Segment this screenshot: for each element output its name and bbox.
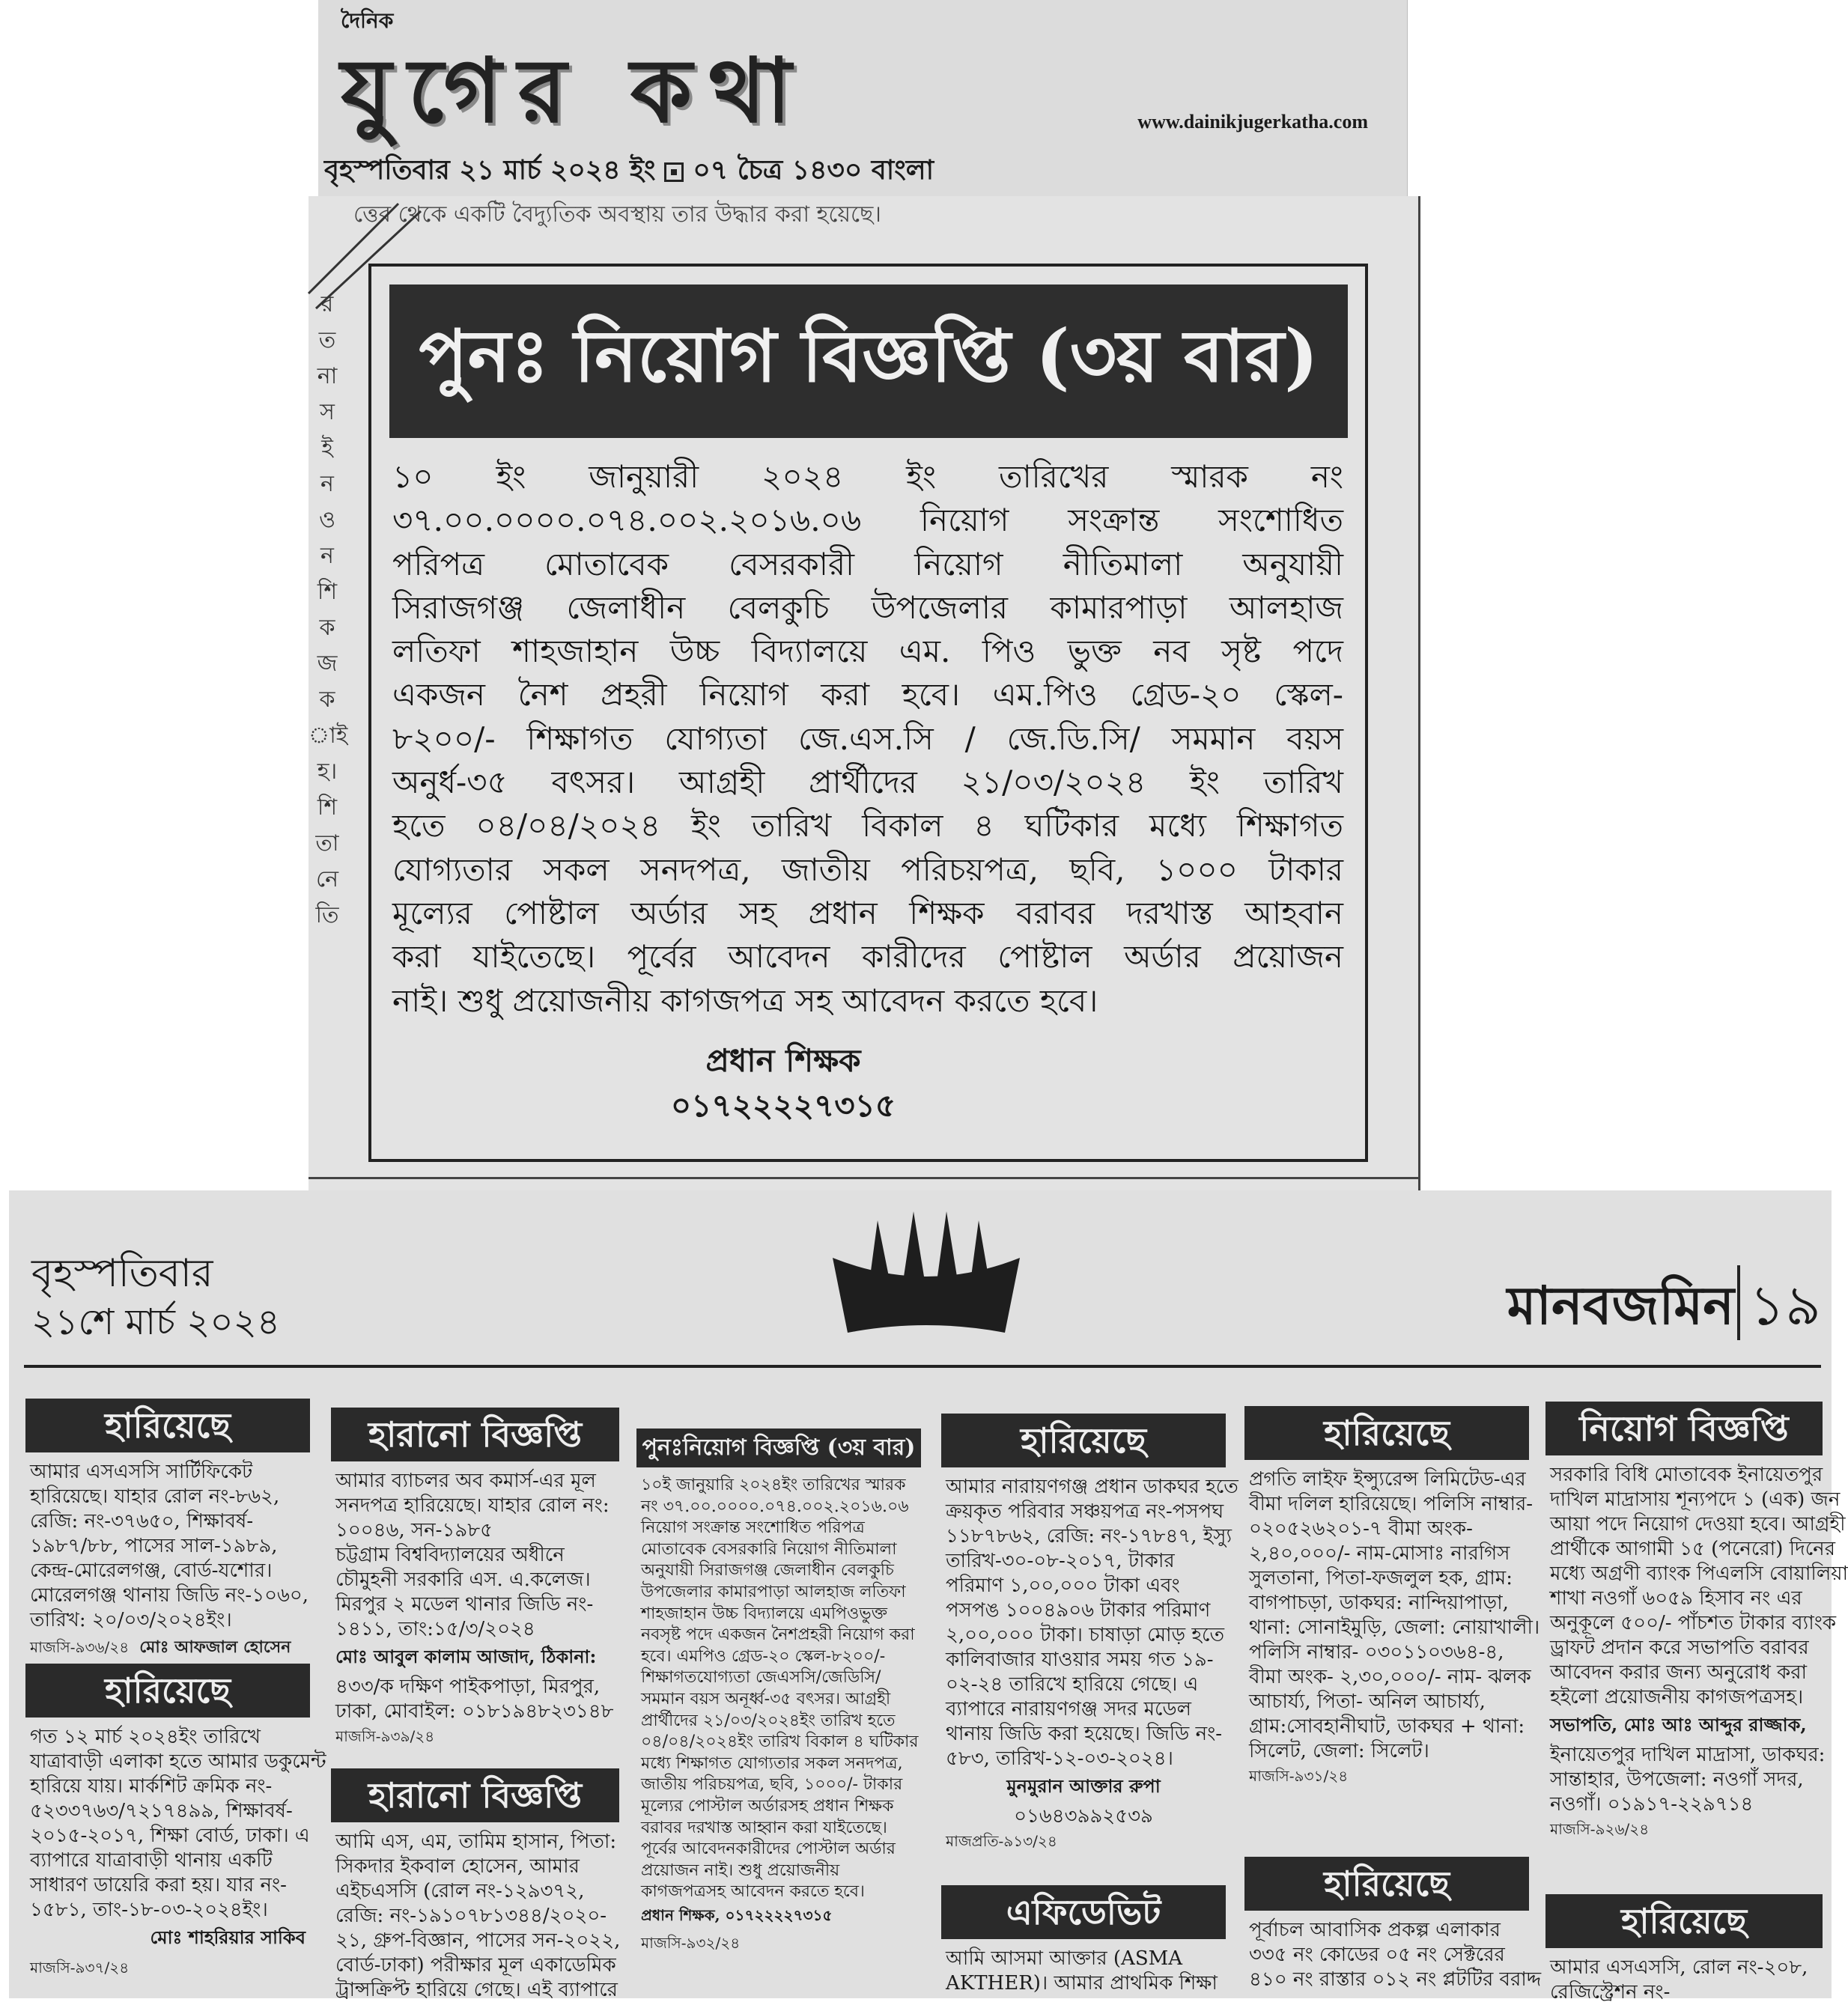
ad-signature: সভাপতি, মোঃ আঃ আব্দুর রাজ্জাক, [1550,1714,1807,1735]
fragment-char: ও [318,507,336,533]
ad-line: পূর্বের আবেদনকারীদের পোস্টাল অর্ডার [641,1840,896,1859]
ad-heading: হারিয়েছে [1244,1857,1529,1911]
notice-line: সিরাজগঞ্জ জেলাধীন বেলকুচি উপজেলার কামারপাড়া আলহাজ [392,588,1343,626]
page-date: ২১শে মার্চ ২০২৪ [31,1301,280,1343]
ad-line: মধ্যে অগ্রণী ব্যাংক পিএলসি বোয়ালিয়া [1550,1563,1848,1585]
masthead-title: যুগের কথা [341,38,808,142]
ad-line: সরকারি বিধি মোতাবেক ইনায়েতপুর [1550,1464,1823,1486]
ad-line: আবেদন করার জন্য অনুরোধ করা [1550,1661,1808,1684]
ad-line: সিকদার ইকবাল হোসেন, আমার [335,1855,580,1878]
classified-ad-lost-ssc [25,1399,310,1657]
ad-line: হারিয়েছে। যাহার রোল নং-৮৬২, [30,1485,280,1508]
notice-page [308,196,1420,1190]
ad-line: ২০১৫-২০১৭, শিক্ষা বোর্ড, ঢাকা। এ [30,1825,310,1847]
fragment-char: নে [315,866,339,892]
ad-line: কেন্দ্র-মোরেলগঞ্জ, বোর্ড-যশোর। [30,1560,273,1582]
pen-nib-crown-icon [818,1205,1035,1348]
ad-line: পসপঙ ১০০৪৯০৬ টাকার পরিমাণ [946,1599,1211,1622]
ad-line: ১৪১১, তাং:১৫/৩/২০২৪ [335,1618,535,1640]
classified-ad-lost-documents [25,1664,326,1998]
ad-line: আমি এস, এম, তামিম হাসান, পিতা: [335,1831,617,1853]
page-number: ১৯ [1748,1274,1821,1338]
ad-line: নওগাঁ। ০১৯১৭-২২৯৭১৪ [1550,1793,1754,1816]
notice-body [392,455,1343,1023]
ad-line: কালিবাজার যাওয়ার সময় গত ১৯- [946,1649,1214,1671]
ad-line: বোর্ড-ঢাকা) পরীক্ষার মূল একাডেমিক [335,1954,616,1977]
ad-code: মাজসি-৯৩২/২৪ [641,1933,741,1952]
notice-line: মূল্যের পোষ্টাল অর্ডার সহ প্রধান শিক্ষক বরাবর দরখাস্ত আহবান [392,894,1343,931]
fragment-char: র [320,291,334,317]
ad-line: অনুকূলে ৫০০/- পাঁচশত টাকার ব্যাংক [1550,1612,1837,1634]
ad-line: ১১৮৭৮৬২, রেজি: নং-১৭৮৪৭, ইস্যু [946,1525,1232,1548]
ad-code: মাজসি-৯২৬/২৪ [1550,1820,1650,1838]
ad-address [1545,1743,1826,1817]
masthead-date-line [324,150,934,195]
ad-code: মাজসি-৯৩৭/২৪ [30,1959,130,1977]
classified-ad-affidavit [941,1885,1226,1998]
fragment-char: জ [317,651,338,677]
ad-heading: এফিডেভিট [941,1885,1226,1939]
notice-line: ৮২০০/- শিক্ষাগত যোগ্যতা জে.এস.সি / জে.ডি.সি/ সমমান বয়স [392,719,1343,757]
ad-line: ৫২৩৩৭৬৩/৭২১৭৪৯৯, শিক্ষাবর্ষ- [30,1800,293,1822]
ad-line: হবে। এমপিও গ্রেড-২০ স্কেল-৮২০০/- [641,1646,886,1666]
ad-body [331,1461,619,1642]
ad-code: মাজসি-৯৩৬/২৪ মোঃ আফজাল হোসেন [30,1637,291,1657]
ad-line: ৪১০ নং রাস্তার ০১২ নং প্লটটির বরাদ্দ [1249,1968,1542,1991]
ad-heading: পুনঃনিয়োগ বিজ্ঞপ্তি (৩য় বার) [636,1429,921,1467]
ad-code: মাজসি-৯৩১/২৪ [1249,1767,1349,1785]
ad-line: মিরপুর ২ মডেল থানার জিডি নং- [335,1593,594,1616]
ad-line: গ্রাম:সোবহানীঘাট, ডাকঘর + থানা: [1249,1715,1525,1738]
ad-line: ক্রয়কৃত পরিবার সঞ্চয়পত্র নং-পসপঘ [946,1500,1224,1523]
classified-ad-lost-ssc-2 [1545,1894,1823,2004]
ad-line: থানা: সোনাইমুড়ি, জেলা: নোয়াখালী। [1249,1616,1540,1639]
masthead-date-en: বৃহস্পতিবার ২১ মার্চ ২০২৪ ইং [324,154,656,186]
ad-line: প্রগতি লাইফ ইন্স্যুরেন্স লিমিটেড-এর [1249,1468,1526,1491]
notice-line: ১০ ইং জানুয়ারী ২০২৪ ইং তারিখের স্মারক নং [392,458,1343,495]
ad-heading: হারানো বিজ্ঞপ্তি [331,1408,619,1461]
notice-line: যোগ্যতার সকল সনদপত্র, জাতীয় পরিচয়পত্র, ছবি, ১০০০ টাকার [392,851,1343,888]
fragment-char: তি [315,902,339,928]
fragment-char: ন [320,471,334,497]
ad-line: আমার এসএসসি, রোল নং-২০৮, [1550,1956,1808,1979]
ad-body [1244,1460,1540,1764]
ad-body [941,1939,1226,1996]
ad-body [1244,1911,1542,1992]
ad-signature: মুনমুরান আক্তার রুপা [1006,1775,1161,1797]
ad-heading: হারিয়েছে [1545,1894,1823,1948]
ad-line: শিক্ষাগতযোগ্যতা জেএসসি/জেডিসি/ [641,1668,881,1688]
ad-line: উপজেলার কামারপাড়া আলহাজ লতিফা [641,1582,906,1601]
masthead-daily-label: দৈনিক [341,8,394,33]
ad-signature: মোঃ শাহরিয়ার সাকিব [150,1926,306,1948]
ad-line: প্রার্থীদের ২১/০৩/২০২৪ইং তারিখ হতে [641,1711,896,1730]
ad-line: আমার ব্যাচলর অব কমার্স-এর মূল [335,1470,596,1492]
ad-line: ০২০৫২৬২০১-৭ বীমা অংক- [1249,1518,1473,1540]
classified-ad-lost-transcript [331,1768,621,2001]
ad-line: চৌমুহনী সরকারি এস. এ.কলেজ। [335,1569,591,1591]
ad-line: সাধারণ ডায়েরি করা হয়। যার নং- [30,1874,287,1896]
notice-line: নাই। শুধু প্রয়োজনীয় কাগজপত্র সহ আবেদন করতে হবে। [392,982,1098,1019]
ad-line: জাতীয় পরিচয়পত্র, ছবি, ১০০০/- টাকার [641,1775,903,1795]
ad-line: কাগজপত্রসহ আবেদন করতে হবে। [641,1882,865,1902]
ad-line: ব্যাপারে যাত্রাবাড়ী থানায় একটি [30,1849,273,1872]
fragment-char: াই [308,722,348,749]
ad-body [25,1718,326,1923]
ad-line: আয়া পদে নিয়োগ দেওয়া হবে। আগ্রহী [1550,1513,1846,1536]
notice-line: একজন নৈশ প্রহরী নিয়োগ করা হবে। এম.পিও গ্রেড-২০ স্কেল- [392,676,1343,714]
ad-line: নং ৩৭.০০.০০০০.০৭৪.০০২.২০১৬.০৬ [641,1497,909,1516]
ad-line: বীমা দলিল হারিয়েছে। পলিসি নাম্বার- [1249,1493,1534,1515]
ad-line: হইলো প্রয়োজনীয় কাগজপত্রসহ। [1550,1686,1804,1709]
ad-line: ২,৪০,০০০/- নাম-মোসাঃ নারগিস [1249,1542,1510,1565]
ad-heading: হারিয়েছে [1244,1406,1529,1460]
ad-line: ড্রাফট প্রদান করে সভাপতি বরাবর [1550,1637,1809,1659]
notice-line: অনুর্ধ-৩৫ বৎসর। আগ্রহী প্রার্থীদের ২১/০৩/২০২৪ ইং তারিখ [392,764,1343,801]
ad-line: পরিমাণ ১,০০,০০০ টাকা এবং [946,1575,1180,1597]
ad-line: আমি আসমা আক্তার (ASMA [946,1947,1183,1970]
classified-ad-lost-insurance-policy [1244,1406,1540,1785]
ad-code: মাজসি-৯৩৯/২৪ [335,1727,435,1745]
fragment-char: ই [321,435,333,461]
masthead-date-bn: ০৭ চৈত্র ১৪৩০ বাংলা [693,154,934,186]
ad-line: নিয়োগ সংক্রান্ত সংশোধিত পরিপত্র [641,1518,865,1538]
masthead-website: www.dainikjugerkatha.com [1137,111,1368,133]
ad-line: রেজি: নং-১৯১০৭৮১৩৪৪/২০২০- [335,1905,607,1927]
ad-signature: মোঃ আফজাল হোসেন [139,1637,291,1657]
classified-ad-lost-plot-allotment [1244,1857,1542,1998]
ad-line: বীমা অংক- ২,৩০,০০০/- নাম- ঝলক [1249,1666,1531,1688]
notice-heading: পুনঃ নিয়োগ বিজ্ঞপ্তি (৩য় বার) [389,285,1348,438]
ad-heading: নিয়োগ বিজ্ঞপ্তি [1545,1402,1823,1455]
ad-line: শাহজাহান উচ্চ বিদ্যালয়ে এমপিওভুক্ত [641,1604,888,1623]
previous-article-fragment: ত্তের থেকে একটি বৈদ্যুতিক অবস্থায় তার উদ্ধার করা হয়েছে। [353,201,882,228]
ad-line: পলিসি নাম্বার- ০৩০১১০৩৬৪-৪, [1249,1641,1504,1664]
ad-line: রেজিস্ট্রেশন নং- [1550,1981,1671,2004]
ad-line: রেজি: নং-৩৭৬৫০, শিক্ষাবর্ষ- [30,1510,254,1533]
notice-line: হতে ০৪/০৪/২০২৪ ইং তারিখ বিকাল ৪ ঘটিকার মধ্যে শিক্ষাগত [392,807,1343,845]
ad-line: নবসৃষ্ট পদে একজন নৈশপ্রহরী নিয়োগ করা [641,1625,915,1645]
ad-line: তারিখ-৩০-০৮-২০১৭, টাকার [946,1550,1175,1572]
header-divider [1737,1265,1740,1340]
ad-line: আচার্য্য, পিতা- অনিল আচার্য্য, [1249,1691,1486,1713]
date-separator-icon [664,162,684,182]
ad-line: আমার নারায়ণগঞ্জ প্রধান ডাকঘর হতে [946,1476,1238,1498]
notice-line: করা যাইতেছে। পূর্বের আবেদন কারীদের পোষ্টাল অর্ডার প্রয়োজন [392,938,1343,976]
ad-line: ট্রান্সক্রিপ্ট হারিয়ে গেছে। এই ব্যাপারে [335,1979,618,2001]
ad-line: মধ্যে শিক্ষাগত যোগ্যতার সকল সনদপত্র, [641,1753,903,1773]
ad-line: মোতাবেক বেসরকারি নিয়োগ নীতিমালা [641,1539,897,1559]
ad-line: গত ১২ মার্চ ২০২৪ইং তারিখে [30,1726,261,1748]
ad-line: প্রয়োজন নাই। শুধু প্রয়োজনীয় [641,1861,840,1880]
fragment-char: হ। [317,758,338,785]
ad-line: ঢাকা, মোবাইল: ০১৮১৯৪৮২৩১৪৮ [335,1700,614,1723]
notice-line: ৩৭.০০.০০০০.০৭৪.০০২.২০১৬.০৬ নিয়োগ সংক্রান্ত সংশোধিত [392,502,1343,539]
ad-body [941,1467,1238,1771]
classified-ad-lost-savings-certificate [941,1414,1238,1850]
ad-line: মোরেলগঞ্জ থানায় জিডি নং-১০৬০, [30,1584,309,1607]
ad-line: হারিয়ে যায়। মার্কশিট ক্রমিক নং- [30,1775,273,1798]
ad-line: ১৯৮৭/৮৮, পাসের সাল-১৯৮৯, [30,1535,278,1557]
ad-line: সান্তাহার, উপজেলা: নওগাঁ সদর, [1550,1768,1804,1791]
ad-line: ০২-২৪ তারিখে হারিয়ে গেছে। এ [946,1673,1199,1696]
fragment-char: ত [318,327,336,353]
ad-line: ০১৬৪৩৯৯২৫৩৯ [1014,1805,1153,1828]
ad-line: তারিখ: ২০/০৩/২০২৪ইং। [30,1609,232,1631]
ad-line: চট্টগ্রাম বিশ্ববিদ্যালয়ের অধীনে [335,1544,565,1566]
ad-line: ১০ই জানুয়ারি ২০২৪ইং তারিখের স্মারক [641,1476,906,1494]
ad-line: পূর্বাচল আবাসিক প্রকল্প এলাকার [1249,1919,1501,1941]
notice-signatory: প্রধান শিক্ষক [705,1042,861,1079]
ad-line: যাত্রাবাড়ী এলাকা হতে আমার ডকুমেন্ট [30,1750,326,1773]
ad-line: ২১, গ্রুপ-বিজ্ঞান, পাসের সন-২০২২, [335,1929,621,1952]
ad-line: AKTHER)। আমার প্রাথমিক শিক্ষা [946,1972,1218,1995]
ad-line: অনুযায়ী সিরাজগঞ্জ জেলাধীন বেলকুচি [641,1561,894,1580]
ad-heading: হারানো বিজ্ঞপ্তি [331,1768,619,1822]
notice-line: পরিপত্র মোতাবেক বেসরকারী নিয়োগ নীতিমালা অনুযায়ী [392,545,1343,582]
notice-phone: ০১৭২২২২৭৩১৫ [670,1087,896,1124]
fragment-char: ক [319,615,335,641]
notice-line: লতিফা শাহজাহান উচ্চ বিদ্যালয়ে এম. পিও ভুক্ত নব সৃষ্ট পদে [392,633,1343,670]
classified-ad-lost-certificate [331,1408,619,1745]
recruitment-notice-box [368,264,1368,1162]
ad-line: শাখা নওগাঁ ৬০৫৯ হিসাব নং এর [1550,1587,1802,1610]
ad-heading: হারিয়েছে [941,1414,1226,1467]
newspaper-masthead [318,0,1408,196]
ad-line: ৪৩৩/ক দক্ষিণ পাইকপাড়া, মিরপুর, [335,1676,601,1698]
ad-line: ইনায়েতপুর দাখিল মাদ্রাসা, ডাকঘর: [1550,1744,1826,1766]
ad-line: ব্যাপারে নারায়ণগঞ্জ সদর মডেল [946,1698,1192,1720]
ad-line: ১৫৮১, তাং-১৮-০৩-২০২৪ইং। [30,1899,268,1921]
ad-line: আমার এসএসসি সার্টিফিকেট [30,1461,253,1483]
ad-body [25,1452,310,1633]
ad-line: প্রার্থীকে আগামী ১৫ (পনেরো) দিনের [1550,1538,1835,1560]
adjacent-column-fragment [308,286,346,933]
ad-signature: মোঃ আবুল কালাম আজাদ, ঠিকানা: [335,1646,597,1667]
newspaper-name: মানবজমিন [1507,1274,1734,1336]
ad-address [331,1675,619,1724]
ad-line: মূল্যের পোস্টাল অর্ডারসহ প্রধান শিক্ষক [641,1796,894,1816]
ad-line: এইচএসসি (রোল নং-১২৯৩৭২, [335,1880,585,1902]
classified-ad-recruitment [1545,1402,1848,1838]
fragment-char: ক [319,687,335,713]
page-day: বৃহস্পতিবার [31,1251,213,1296]
ad-line: বরাবর দরখাস্ত আহ্বান করা যাইতেছে। [641,1818,887,1837]
ad-line: সমমান বয়স অনূর্ধ্ব-৩৫ বৎসর। আগ্রহী [641,1689,891,1709]
ad-body [1545,1948,1823,2005]
ad-line: ২,০০,০০০ টাকা। চাষাড়া মোড় হতে [946,1624,1225,1646]
ad-body [1545,1455,1848,1710]
ad-line: থানায় জিডি করা হয়েছে। জিডি নং- [946,1723,1223,1745]
ad-signature: প্রধান শিক্ষক, ০১৭২২২২৭৩১৫ [641,1905,833,1924]
manab-zamin-clipping [9,1190,1848,2004]
ad-line: বাগপাচড়া, ডাকঘর: নান্দিয়াপাড়া, [1249,1592,1509,1614]
ad-line: দাখিল মাদ্রাসায় শূন্যপদে ১ (এক) জন [1550,1488,1841,1511]
ad-body [331,1822,619,2003]
ad-body [636,1467,921,1903]
ad-code: মাজপ্রতি-৯১৩/২৪ [946,1832,1057,1850]
ad-line: সনদপত্র হারিয়েছে। যাহার রোল নং: [335,1494,610,1517]
fragment-char: স [320,399,335,425]
fragment-char: শি [317,579,338,605]
ad-line: সুলতানা, পিতা-ফজলুল হক, গ্রাম: [1249,1567,1513,1589]
ad-line: সিলেট, জেলা: সিলেট। [1249,1740,1429,1762]
ad-line: ১০০৪৬, সন-১৯৮৫ [335,1519,493,1542]
fragment-char: শি [317,794,338,821]
ad-heading: হারিয়েছে [25,1399,310,1452]
column-divider [308,1177,1420,1179]
classified-ad-re-recruitment [636,1429,921,1969]
header-rule [24,1365,1821,1368]
ad-heading: হারিয়েছে [25,1664,310,1718]
fragment-char: তা [315,830,339,857]
ad-phone [941,1804,1226,1829]
ad-line: ৫৮৩, তারিখ-১২-০৩-২০২৪। [946,1747,1173,1770]
fragment-char: না [317,363,338,389]
ad-line: ০৪/০৪/২০২৪ইং তারিখ বিকাল ৪ ঘটিকার [641,1732,919,1752]
ad-line: ৩৩৫ নং কোডের ০৫ নং সেক্টরের [1249,1944,1505,1966]
fragment-char: ন [320,543,334,569]
